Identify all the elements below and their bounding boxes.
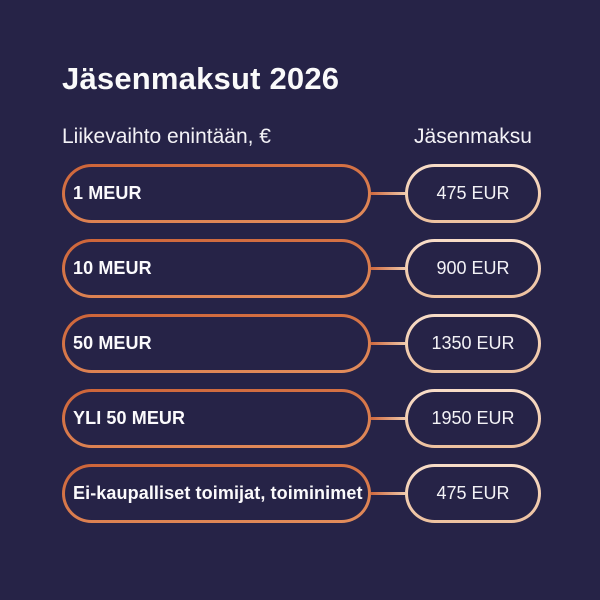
connector-line xyxy=(371,267,405,270)
fee-column-header: Jäsenmaksu xyxy=(414,125,532,148)
turnover-pill xyxy=(62,314,371,373)
turnover-label: 10 MEUR xyxy=(73,258,152,278)
fee-row xyxy=(62,239,541,298)
fee-pill xyxy=(405,164,541,223)
turnover-pill xyxy=(62,464,371,523)
connector-line xyxy=(371,342,405,345)
turnover-pill xyxy=(62,164,371,223)
turnover-label: 1 MEUR xyxy=(73,183,142,203)
connector-line xyxy=(371,492,405,495)
fee-pill xyxy=(405,314,541,373)
fee-pill xyxy=(405,389,541,448)
fee-value: 475 EUR xyxy=(436,483,510,503)
fee-pill xyxy=(405,239,541,298)
turnover-label: Ei-kaupalliset toimijat, toiminimet xyxy=(73,483,363,503)
turnover-column-header: Liikevaihto enintään, € xyxy=(62,125,271,148)
turnover-label: YLI 50 MEUR xyxy=(73,408,186,428)
fee-rows xyxy=(62,164,541,539)
page-title: Jäsenmaksut 2026 xyxy=(62,61,340,96)
fee-row xyxy=(62,164,541,223)
fee-row xyxy=(62,464,541,523)
turnover-pill xyxy=(62,239,371,298)
column-headers xyxy=(62,123,541,150)
fee-value: 1950 EUR xyxy=(431,408,515,428)
fee-value: 1350 EUR xyxy=(431,333,515,353)
connector-line xyxy=(371,417,405,420)
fee-value: 475 EUR xyxy=(436,183,510,203)
fee-row xyxy=(62,314,541,373)
fee-pill xyxy=(405,464,541,523)
fee-row xyxy=(62,389,541,448)
turnover-pill xyxy=(62,389,371,448)
turnover-label: 50 MEUR xyxy=(73,333,152,353)
connector-line xyxy=(371,192,405,195)
fee-value: 900 EUR xyxy=(436,258,510,278)
